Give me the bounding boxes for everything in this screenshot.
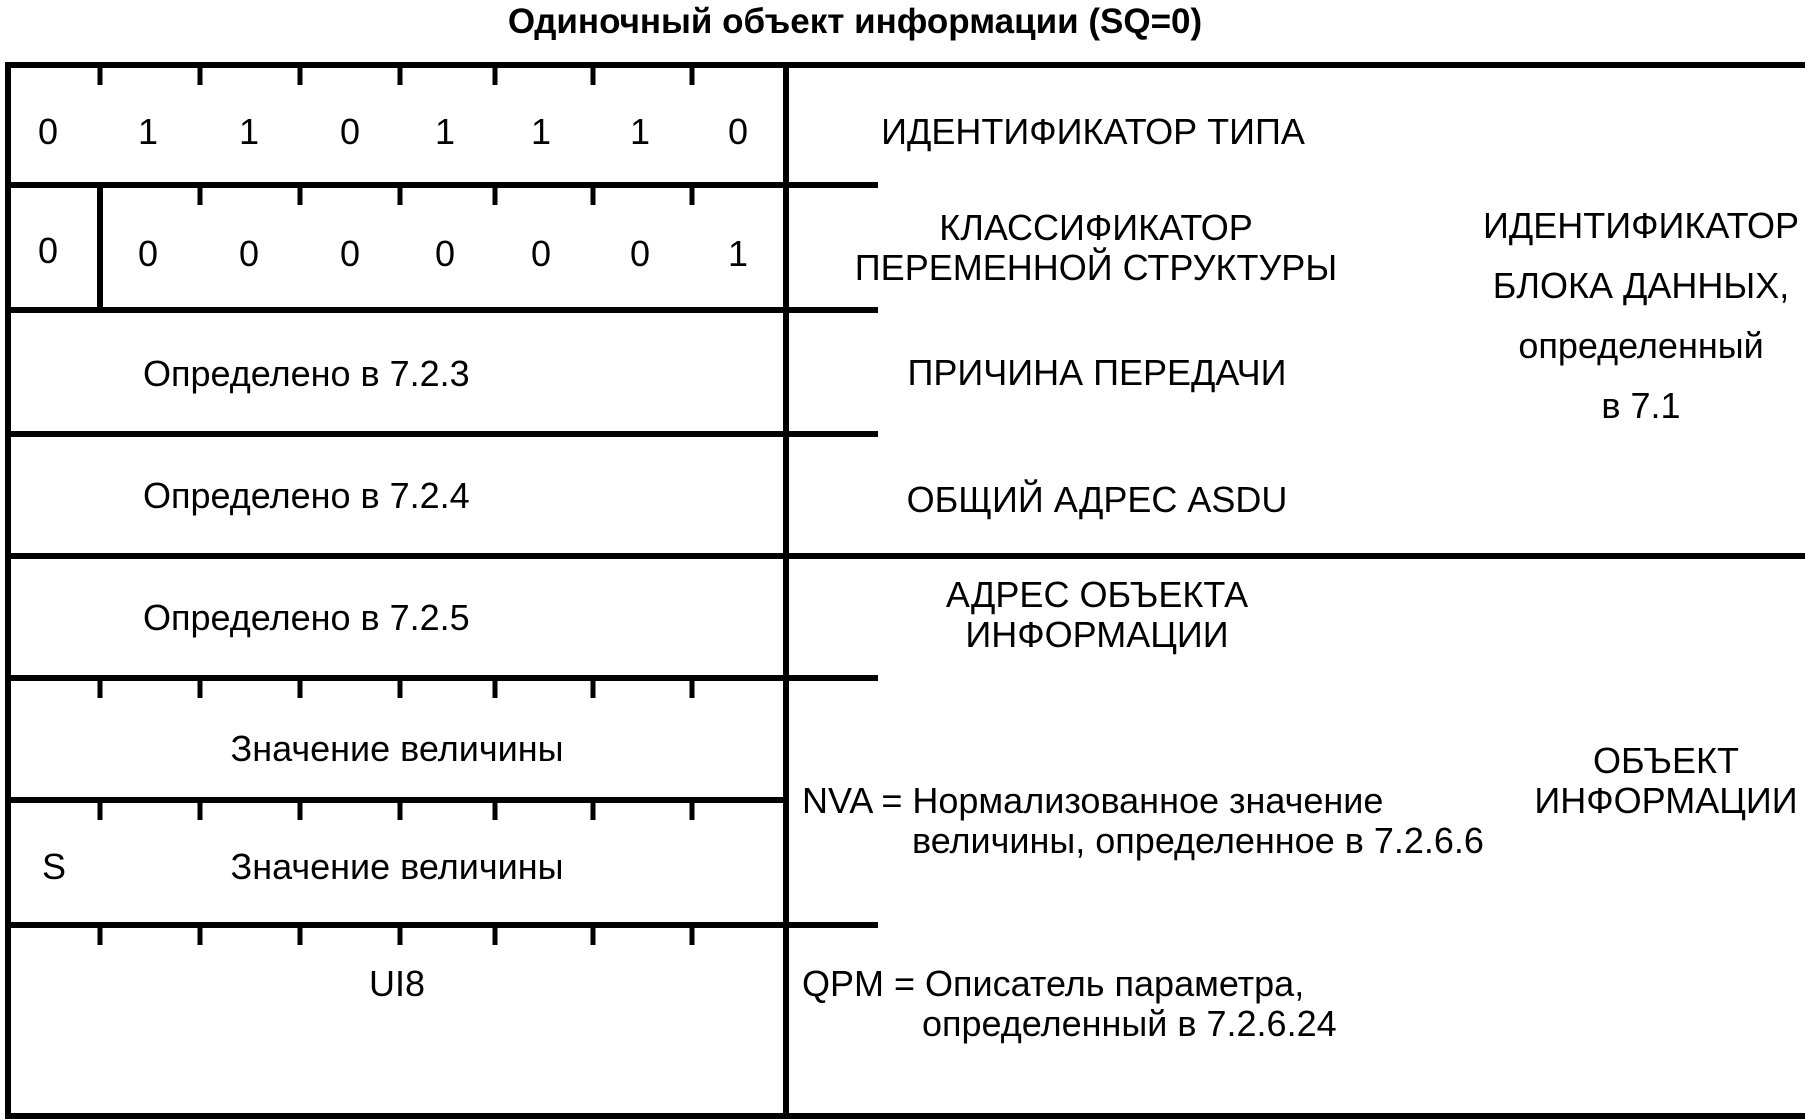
data-unit-id-line-2: БЛОКА ДАННЫХ, [1492,265,1790,306]
vsq-bit-1: 0 [37,230,59,271]
qpm-value: UI8 [368,963,426,1004]
data-unit-id-line-4: в 7.1 [1601,385,1681,426]
vsq-bit-5: 0 [434,233,456,274]
vsq-label [855,208,1337,288]
type-id-label: ИДЕНТИФИКАТОР ТИПА [881,111,1305,152]
info-object-line-1: ОБЪЕКТ [1593,740,1739,781]
nva-high-value: Значение величины [230,846,564,887]
type-id-bit-5: 1 [434,111,456,152]
vsq-label-line-2: ПЕРЕМЕННОЙ СТРУКТУРЫ [854,247,1338,288]
vsq-bit-7: 0 [629,233,651,274]
common-address-label: ОБЩИЙ АДРЕС ASDU [906,479,1288,520]
information-object-group [1534,741,1797,821]
vsq-bit-4: 0 [339,233,361,274]
ioa-label-line-1: АДРЕС ОБЪЕКТА [945,574,1249,615]
vsq-bit-6: 0 [530,233,552,274]
type-id-bit-8: 0 [727,111,749,152]
vsq-label-line-1: КЛАССИФИКАТОР [939,207,1253,248]
nva-description [802,781,1484,861]
qpm-description-line-1: QPM = Описатель параметра, [802,963,1305,1004]
type-id-bit-6: 1 [530,111,552,152]
qpm-description-line-2: определенный в 7.2.6.24 [922,1003,1337,1044]
vsq-bit-2: 0 [137,233,159,274]
data-unit-identifier-group [1483,196,1799,436]
qpm-description [802,964,1337,1044]
data-unit-id-line-3: определенный [1518,325,1764,366]
type-id-bit-2: 1 [137,111,159,152]
vsq-bit-8: 1 [727,233,749,274]
type-id-bit-1: 0 [37,111,59,152]
type-id-bit-4: 0 [339,111,361,152]
vsq-bit-3: 0 [238,233,260,274]
cot-value: Определено в 7.2.3 [143,353,470,394]
diagram-title: Одиночный объект информации (SQ=0) [507,2,1203,41]
nva-description-line-1: NVA = Нормализованное значение [802,780,1384,821]
data-unit-id-line-1: ИДЕНТИФИКАТОР [1483,205,1799,246]
ioa-value: Определено в 7.2.5 [143,597,470,638]
cot-label: ПРИЧИНА ПЕРЕДАЧИ [907,352,1287,393]
type-id-bit-3: 1 [238,111,260,152]
nva-sign-bit: S [42,846,67,887]
common-address-value: Определено в 7.2.4 [143,475,470,516]
ioa-label [946,575,1248,655]
info-object-line-2: ИНФОРМАЦИИ [1534,780,1798,821]
type-id-bit-7: 1 [629,111,651,152]
nva-description-line-2: величины, определенное в 7.2.6.6 [912,820,1484,861]
nva-low-value: Значение величины [230,728,564,769]
ioa-label-line-2: ИНФОРМАЦИИ [965,614,1229,655]
